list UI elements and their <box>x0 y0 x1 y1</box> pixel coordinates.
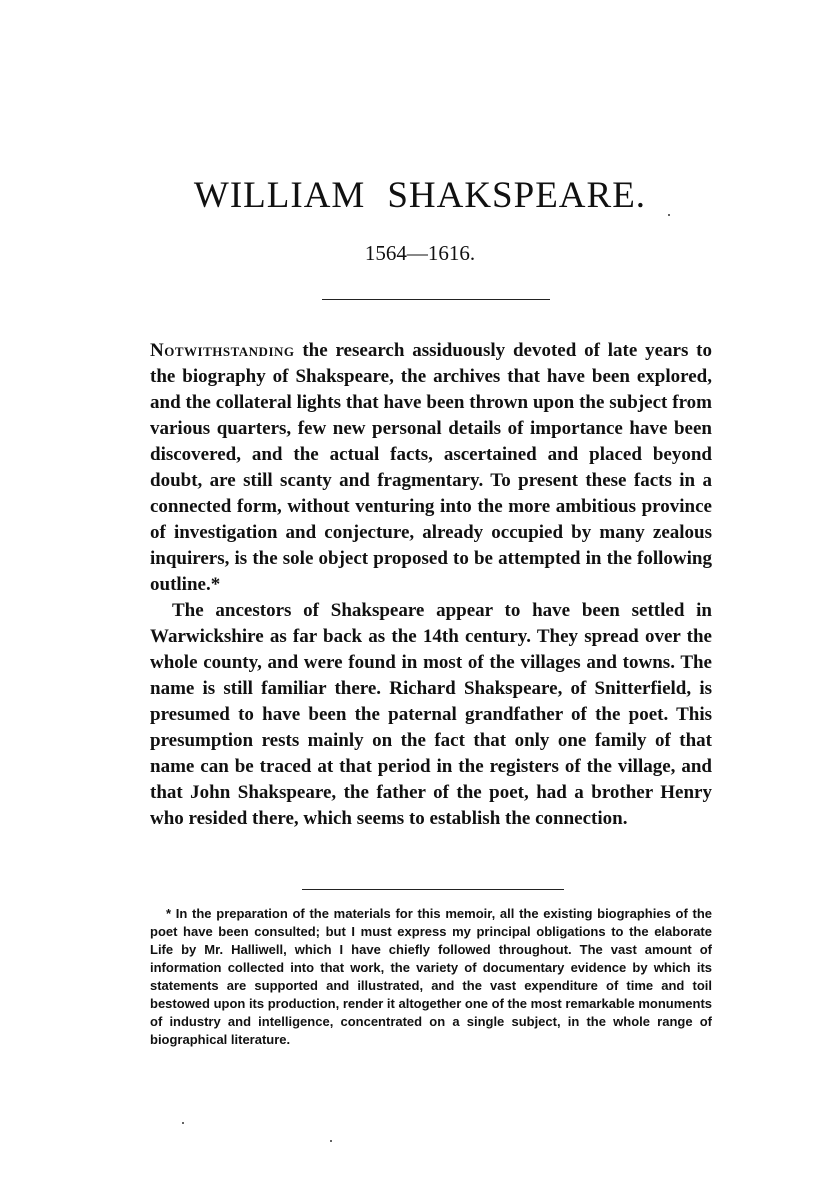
print-speck <box>668 214 670 216</box>
main-text <box>150 338 712 832</box>
print-speck <box>330 1140 332 1142</box>
paragraph-2: The ancestors of Shakspeare appear to have been settled in Warwickshire as far back as the 14th century. They spread over the whole county, and were found in most of the villages and towns. The name is still familiar there. Richard Shakspeare, of Snitterfield, is presumed to have been the paternal grandfather of the poet. This presumption rests mainly on the fact that only one family of that name can be traced at that period in the registers of the village, and that John Shakspeare, the father of the poet, had a brother Henry who resided there, which seems to establish the connection. <box>150 600 712 829</box>
footnote-divider <box>302 889 564 890</box>
paragraph-1 <box>150 338 712 598</box>
life-dates: 1564—1616. <box>364 241 476 265</box>
footnote: * In the preparation of the materials for this memoir, all the existing biographies of the poet have been consulted; but I must express my principal obligations to the elaborate Life by Mr. Halliwell, which I have chiefly followed throughout. The vast amount of information collected into that work, the variety of documentary evidence by which its statements are supported and illustrated, and the vast expenditure of time and toil bestowed upon its production, render it altogether one of the most remarkable monuments of industry and intelligence, concentrated on a single subject, in the whole range of biographical literature. <box>150 906 712 1047</box>
title-word-second: SHAKSPEARE. <box>387 175 647 216</box>
print-speck <box>182 1122 184 1124</box>
paragraph-1-body: the research assiduously devoted of late years to the biography of Shakspeare, the archives that have been explored, and the collateral lights that have been thrown upon the subject from various quarters, few new personal details of importance have been discovered, and the actual facts, ascertained and placed beyond doubt, are still scanty and fragmentary. To present these facts in a connected form, without venturing into the more ambitious province of investigation and conjecture, already occupied by many zealous inquirers, is the sole object proposed to be attempted in the following outline.* <box>150 340 712 595</box>
page-title <box>0 176 840 216</box>
title-divider <box>322 299 550 300</box>
paragraph-1-lead: Notwithstanding <box>150 340 295 361</box>
title-word-first: WILLIAM <box>193 175 366 216</box>
